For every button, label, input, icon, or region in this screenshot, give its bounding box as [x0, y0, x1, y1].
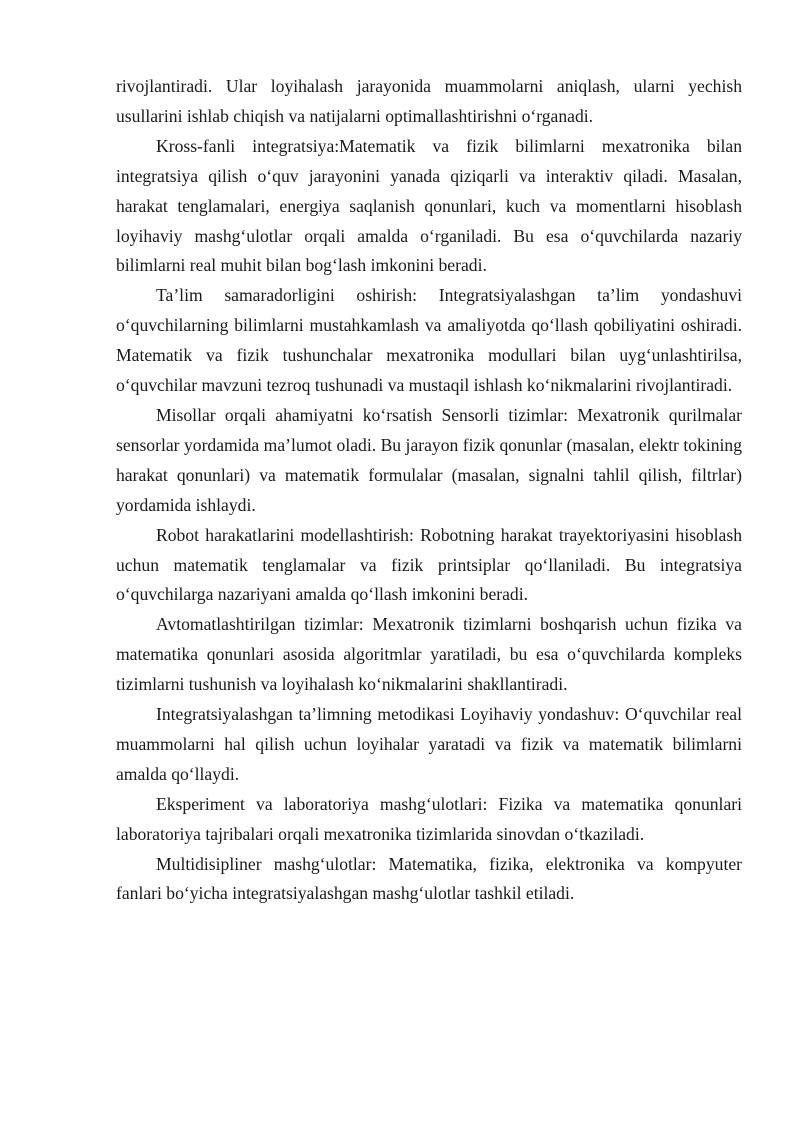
paragraph-cross-disciplinary-integration: Kross-fanli integratsiya:Matematik va fizik bilimlarni mexatronika bilan integratsiya qilish o‘quv jarayonini yanada qiziqarli va interaktiv qiladi. Masalan, harakat tenglamalari, energiya saqlanish qonunlari, kuch va momentlarni hisoblash loyihaviy mashg‘ulotlar orqali amalda o‘rganiladi. Bu esa o‘quvchilarda nazariy bilimlarni real muhit bilan bog‘lash imkonini beradi.: [116, 135, 742, 276]
paragraph-robot-modeling: Robot harakatlarini modellashtirish: Robotning harakat trayektoriyasini hisoblash uchun matematik tenglamalar va fizik printsiplar qo‘llaniladi. Bu integratsiya o‘quvchilarga nazariyani amalda qo‘llash imkonini beradi.: [116, 524, 742, 605]
paragraph-sensor-systems: Misollar orqali ahamiyatni ko‘rsatish Sensorli tizimlar: Mexatronik qurilmalar sensorlar yordamida ma’lumot oladi. Bu jarayon fizik qonunlar (masalan, elektr tokining harakat qonunlari) va matematik formulalar (masalan, signalni tahlil qilish, filtrlar) yordamida ishlaydi.: [116, 404, 742, 515]
paragraph-continuation: rivojlantiradi. Ular loyihalash jarayonida muammolarni aniqlash, ularni yechish usullarini ishlab chiqish va natijalarni optimallashtirishni o‘rganadi.: [116, 76, 742, 126]
paragraph-project-approach: Integratsiyalashgan ta’limning metodikasi Loyihaviy yondashuv: O‘quvchilar real muammolarni hal qilish uchun loyihalar yaratadi va fizik va matematik bilimlarni amalda qo‘llaydi.: [116, 704, 742, 784]
paragraph-multidisciplinary-sessions: Multidisipliner mashg‘ulotlar: Matematika, fizika, elektronika va kompyuter fanlari bo‘yicha integratsiyalashgan mashg‘ulotlar tashkil etiladi.: [116, 853, 742, 904]
paragraph-automated-systems: Avtomatlashtirilgan tizimlar: Mexatronik tizimlarni boshqarish uchun fizika va matematika qonunlari asosida algoritmlar yaratiladi, bu esa o‘quvchilarda kompleks tizimlarni tushunish va loyihalash ko‘nikmalarini shakllantiradi.: [116, 614, 742, 695]
paragraph-education-efficiency: Ta’lim samaradorligini oshirish: Integratsiyalashgan ta’lim yondashuvi o‘quvchilarning bilimlarni mustahkamlash va amaliyotda qo‘llash qobiliyatini oshiradi. Matematik va fizik tushunchalar mexatronika modullari bilan uyg‘unlashtirilsa, o‘quvchilar mavzuni tezroq tushunadi va mustaqil ishlash ko‘nikmalarini rivojlantiradi.: [116, 285, 742, 396]
document-body: [116, 72, 742, 909]
paragraph-laboratory-sessions: Eksperiment va laboratoriya mashg‘ulotlari: Fizika va matematika qonunlari laboratoriya tajribalari orqali mexatronika tizimlarida sinovdan o‘tkaziladi.: [116, 793, 742, 844]
